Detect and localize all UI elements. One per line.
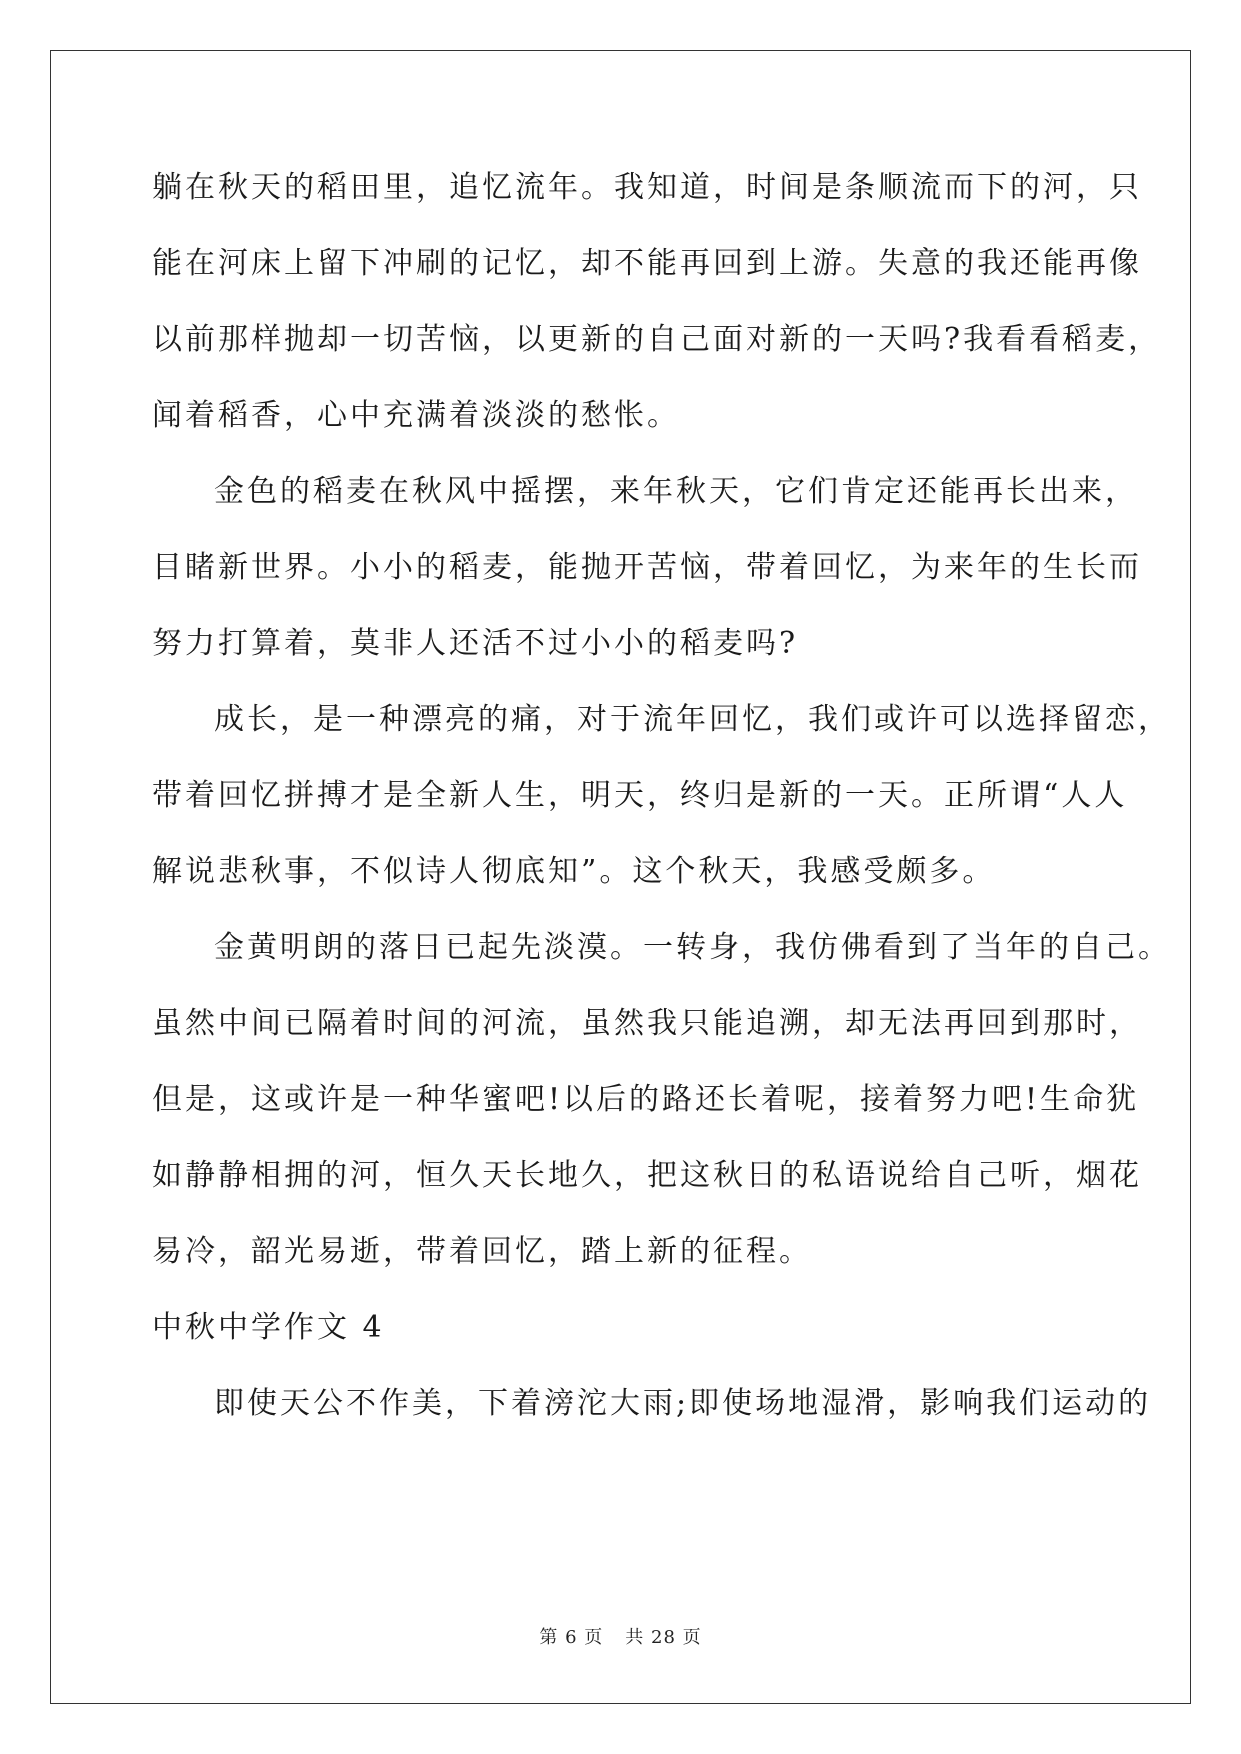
paragraph-line: 躺在秋天的稻田里，追忆流年。我知道，时间是条顺流而下的河，只 xyxy=(152,170,1142,205)
paragraph-line: 虽然中间已隔着时间的河流，虽然我只能追溯，却无法再回到那时， xyxy=(152,1006,1142,1041)
paragraph-line: 目睹新世界。小小的稻麦，能抛开苦恼，带着回忆，为来年的生长而 xyxy=(152,550,1142,585)
paragraph-line: 成长，是一种漂亮的痛，对于流年回忆，我们或许可以选择留恋， xyxy=(214,702,1171,737)
paragraph-line: 金黄明朗的落日已起先淡漠。一转身，我仿佛看到了当年的自己。 xyxy=(214,930,1171,965)
paragraph-line: 易冷，韶光易逝，带着回忆，踏上新的征程。 xyxy=(152,1234,812,1269)
page-footer xyxy=(0,1623,1241,1649)
page-number: 第 6 页 xyxy=(539,1627,604,1648)
page-total: 共 28 页 xyxy=(625,1627,702,1648)
paragraph-line: 解说悲秋事，不似诗人彻底知”。这个秋天，我感受颇多。 xyxy=(152,854,996,889)
section-heading: 中秋中学作文 4 xyxy=(152,1310,385,1345)
paragraph-line: 金色的稻麦在秋风中摇摆，来年秋天，它们肯定还能再长出来， xyxy=(214,474,1138,509)
paragraph-line: 但是，这或许是一种华蜜吧!以后的路还长着呢，接着努力吧!生命犹 xyxy=(152,1082,1140,1117)
paragraph-line: 能在河床上留下冲刷的记忆，却不能再回到上游。失意的我还能再像 xyxy=(152,246,1142,281)
paragraph-line: 努力打算着，莫非人还活不过小小的稻麦吗? xyxy=(152,626,799,661)
paragraph-line: 以前那样抛却一切苦恼，以更新的自己面对新的一天吗?我看看稻麦， xyxy=(152,322,1162,357)
paragraph-line: 带着回忆拼搏才是全新人生，明天，终归是新的一天。正所谓“人人 xyxy=(152,778,1128,813)
paragraph-line: 即使天公不作美，下着滂沱大雨;即使场地湿滑，影响我们运动的 xyxy=(214,1386,1152,1421)
paragraph-line: 如静静相拥的河，恒久天长地久，把这秋日的私语说给自己听，烟花 xyxy=(152,1158,1142,1193)
document-body xyxy=(152,162,1171,1454)
paragraph-line: 闻着稻香，心中充满着淡淡的愁怅。 xyxy=(152,398,680,433)
